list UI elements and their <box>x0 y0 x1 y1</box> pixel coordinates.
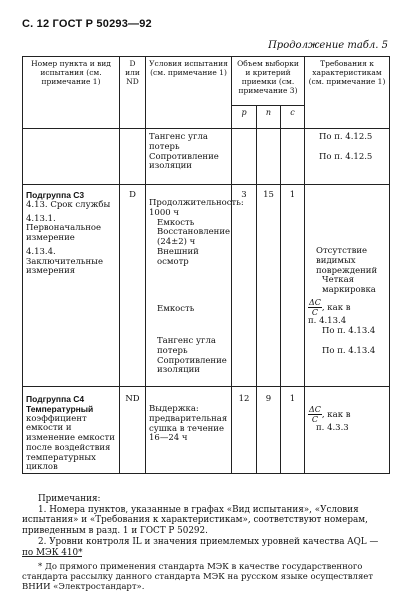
cell-text: По п. 4.12.5 <box>319 132 373 142</box>
footnote: * До прямого применения стандарта МЭК в качестве государственного стандарта рассылку данного стандарта МЭК на русском языке осуществляет ВНИИ «Электростандарт». <box>22 562 374 593</box>
cell-text: Емкость <box>157 217 195 228</box>
cell-n: 15 <box>257 185 281 387</box>
subgroup-title: Подгруппа С3 <box>26 190 85 200</box>
cell-text: Тангенс угла потерь <box>149 132 208 152</box>
test-table <box>22 56 390 474</box>
cell-text: 4.13.1. Первоначальное измерение <box>26 213 102 244</box>
cell-d: ND <box>120 387 146 474</box>
cell-text: По п. 4.12.5 <box>319 151 373 162</box>
table-continuation-caption: Продолжение табл. 5 <box>268 40 388 51</box>
col-header-c: c <box>281 106 305 129</box>
cell-text: Сопротивление изоляции <box>149 151 219 172</box>
cell-text: Выдержка: предварительная сушка в течение 16—24 ч <box>149 404 228 444</box>
cell-text: 4.13. Срок службы <box>26 199 111 210</box>
notes-section <box>22 494 389 558</box>
col-header-p: p <box>232 106 257 129</box>
col-header-requirements: Требования к характеристикам (см. примечание 1) <box>305 57 390 129</box>
subgroup-title: Температурный <box>26 403 94 414</box>
cell-text: п. 4.13.4 <box>308 316 347 327</box>
cell-d: D <box>120 185 146 387</box>
col-header-conditions: Условия испытания (см. примечание 1) <box>146 57 232 129</box>
cell-c: 1 <box>281 185 305 387</box>
cell-text: 4.13.4. Заключительные измерения <box>26 246 103 277</box>
cell-text: Емкость <box>157 304 195 315</box>
table-row: Подгруппа С3 4.13. Срок службы 4.13.1. Первоначальное измерение 4.13.4. Заключительные измерения D Продолжительность: 1000 ч Емкость Восстановление (24±2) ч Внешний осмотр Емкость Тангенс угла потерь Сопротивление изоляции 3 15 1 Отсутствие видимых повреждений Четкая маркировка $\frac{\Delta C}{C}$ , как в п. 4.13.4 По п. 4.13.4 По п. 4.13.4 <box>23 185 390 387</box>
fraction-delta-c: $\frac{\Delta C}{C}$ <box>309 405 321 425</box>
col-header-n: n <box>257 106 281 129</box>
cell-p: 3 <box>232 185 257 387</box>
col-header-sample: Объем выборки и критерий приемки (см. примечание 3) <box>232 57 305 106</box>
col-header-d-nd: D или ND <box>120 57 146 129</box>
subgroup-title: Подгруппа С4 <box>26 394 85 404</box>
cell-text: Отсутствие видимых повреждений <box>316 246 378 276</box>
page-header: С. 12 ГОСТ Р 50293—92 <box>22 18 152 30</box>
cell-c: 1 <box>281 387 305 474</box>
cell-text: п. 4.3.3 <box>316 423 349 434</box>
cell-text: Сопротивление изоляции <box>157 355 227 376</box>
cell-text: Восстановление (24±2) ч <box>157 227 231 248</box>
cell-text: Продолжительность: 1000 ч <box>149 198 244 218</box>
cell-text: Четкая маркировка <box>322 275 376 296</box>
col-header-item: Номер пункта и вид испытания (см. примечание 1) <box>23 57 120 129</box>
table-row: Подгруппа С4 Температурный коэффициент емкости и изменение емкости после воздействия температурных циклов ND Выдержка: предварительная сушка в течение 16—24 ч 12 9 1 $\frac{\Delta C}{C}$ , как в п. 4.3.3 <box>23 387 390 474</box>
cell-text: Тангенс угла потерь <box>157 336 216 356</box>
cell-text: По п. 4.13.4 <box>322 345 376 356</box>
note-item: 2. Уровни контроля IL и значения приемлемых уровней качества AQL — по МЭК 410* <box>22 536 379 558</box>
cell-p: 12 <box>232 387 257 474</box>
footnote-divider <box>22 556 82 557</box>
cell-text: По п. 4.13.4 <box>322 325 376 336</box>
notes-title: Примечания: <box>38 494 101 504</box>
fraction-delta-c: $\frac{\Delta C}{C}$ <box>309 297 321 318</box>
cell-text: коэффициент емкости и изменение емкости после воздействия температурных циклов <box>26 413 115 473</box>
cell-text: Внешний осмотр <box>157 246 199 267</box>
note-item: 1. Номера пунктов, указанные в графах «Вид испытания», «Условия испытания» и «Требования к характеристикам», соответствуют номерам, приведенным в разд. 1 и ГОСТ Р 50292. <box>22 504 368 537</box>
cell-n: 9 <box>257 387 281 474</box>
table-row <box>23 129 390 185</box>
